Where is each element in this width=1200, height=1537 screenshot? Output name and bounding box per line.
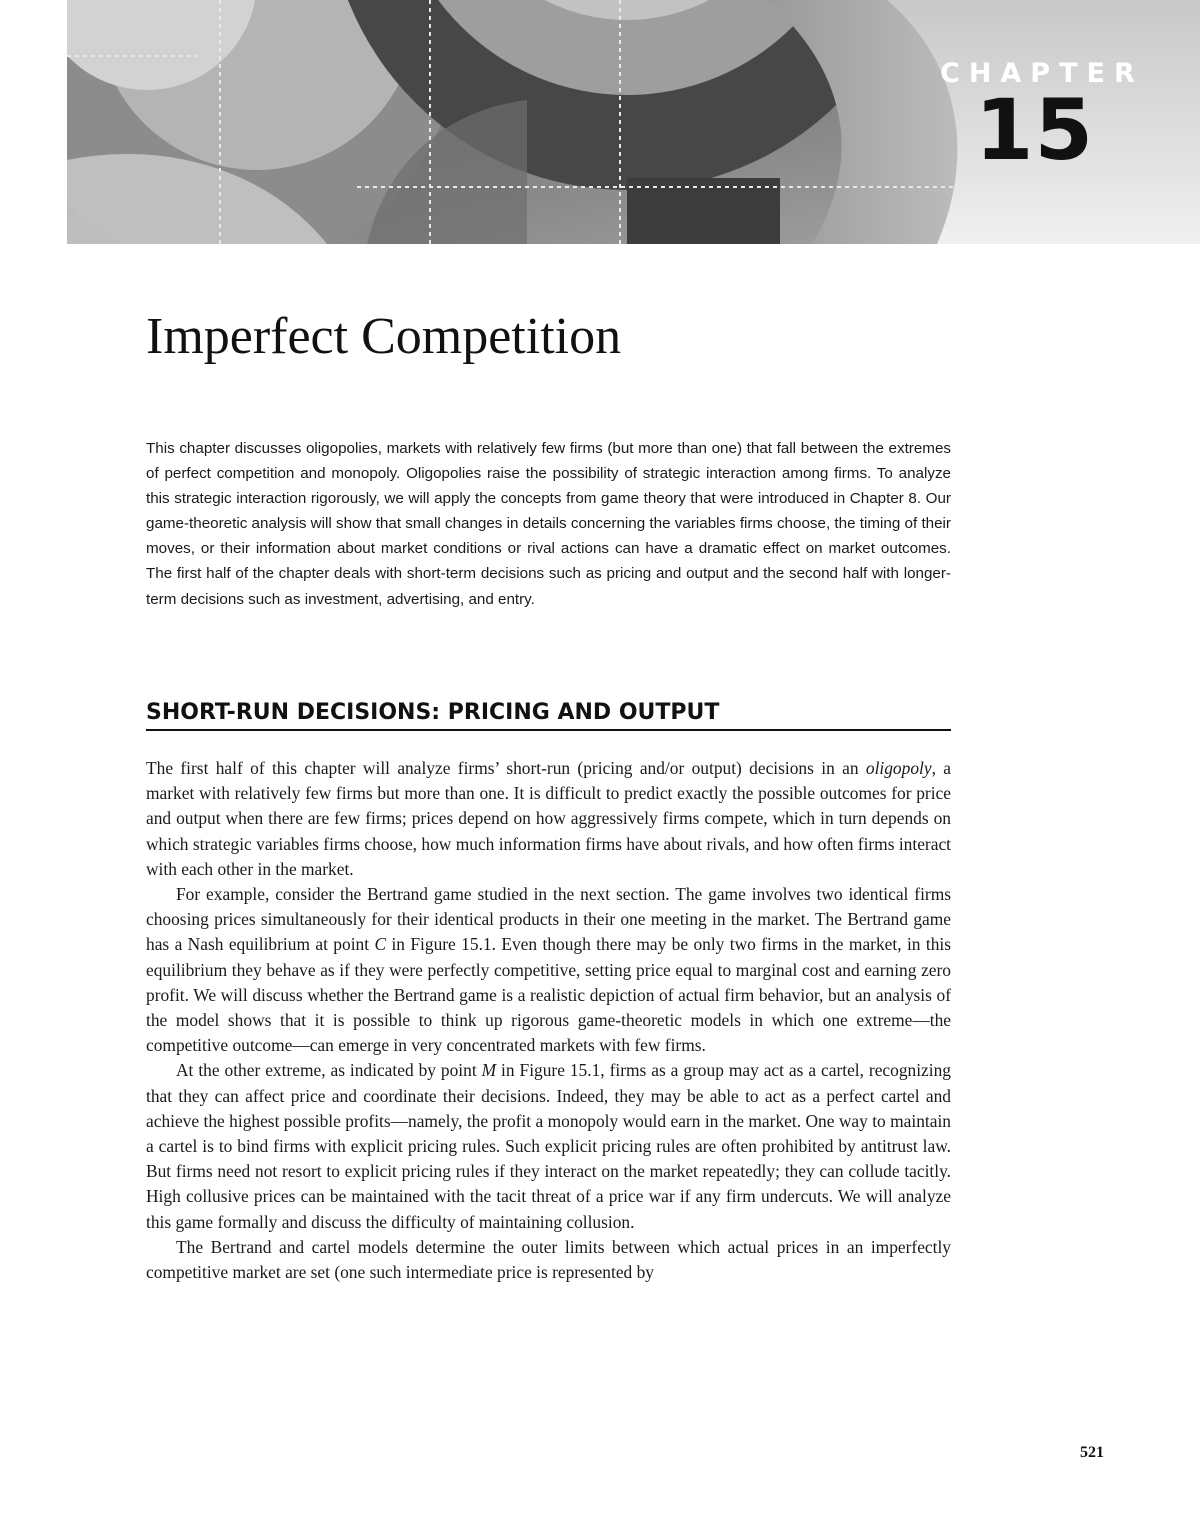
paragraph-2-end: in Figure 15.1. Even though there may be only two firms in the market, in this equilibrium they behave as if they were perfectly competitive, setting price equal to marginal cost and earning zero profit. We will discuss whether the Bertrand game is a realistic depiction of actual firm behavior, but an analysis of the model shows that it is possible to think up rigorous game-theoretic models in which one extreme—the competitive outcome—can emerge in very concentrated markets with few firms. — [146, 934, 951, 1056]
chapter-title: Imperfect Competition — [146, 308, 622, 365]
chapter-label: CHAPTER — [940, 58, 1144, 89]
paragraph-3 — [146, 1058, 951, 1234]
paragraph-1 — [146, 756, 951, 882]
paragraph-2-start: For example, consider the Bertrand game studied in the next section. The game involves two identical firms choosing prices simultaneously for their identical products in their one meeting in the market. The Bertrand game has a Nash equilibrium at point — [146, 884, 951, 955]
chapter-number: 15 — [975, 81, 1094, 179]
paragraph-1-end: , a market with relatively few firms but more than one. It is difficult to predict exactly the possible outcomes for price and output when there are few firms; prices depend on how aggressively firms compete, which in turn depends on which strategic variables firms choose, how much information firms have about rivals, and how often firms interact with each other in the market. — [146, 758, 951, 879]
paragraph-3-end: in Figure 15.1, firms as a group may act as a cartel, recognizing that they can affect price and coordinate their decisions. Indeed, they may be able to act as a perfect cartel and achieve the highest possible profits—namely, the profit a monopoly would earn in the market. One way to maintain a cartel is to bind firms with explicit pricing rules. Such explicit pricing rules are often prohibited by antitrust law. But firms need not resort to explicit pricing rules if they interact on the market repeatedly; they can collude tacitly. High collusive prices can be maintained with the tacit threat of a price war if any firm undercuts. We will analyze this game formally and discuss the difficulty of maintaining collusion. — [146, 1060, 951, 1232]
term-oligopoly: oligopoly — [865, 758, 932, 778]
point-m: M — [481, 1060, 497, 1081]
paragraph-3-start: At the other extreme, as indicated by point — [176, 1060, 482, 1081]
paragraph-4: The Bertrand and cartel models determine the outer limits between which actual prices in an imperfectly competitive market are set (one such intermediate price is represented by — [146, 1236, 951, 1283]
body-text — [146, 756, 951, 1285]
chapter-intro: This chapter discusses oligopolies, markets with relatively few firms (but more than one) that fall between the extremes of perfect competition and monopoly. Oligopolies raise the possibility of strategic interaction among firms. To analyze this strategic interaction rigorously, we will apply the concepts from game theory that were introduced in Chapter 8. Our game-theoretic analysis will show that small changes in details concerning the variables firms choose, the timing of their moves, or their information about market conditions or rival actions can have a dramatic effect on market outcomes. The first half of the chapter deals with short-term decisions such as pricing and output and the second half with longer-term decisions such as investment, advertising, and entry. — [146, 440, 951, 608]
point-c: C — [374, 934, 387, 955]
paragraph-1-start: The first half of this chapter will analyze firms’ short-run (pricing and/or output) decisions in an — [146, 758, 866, 778]
page-number: 521 — [1080, 1444, 1104, 1461]
section-heading: SHORT-RUN DECISIONS: PRICING AND OUTPUT — [146, 700, 951, 731]
paragraph-2 — [146, 882, 951, 1058]
